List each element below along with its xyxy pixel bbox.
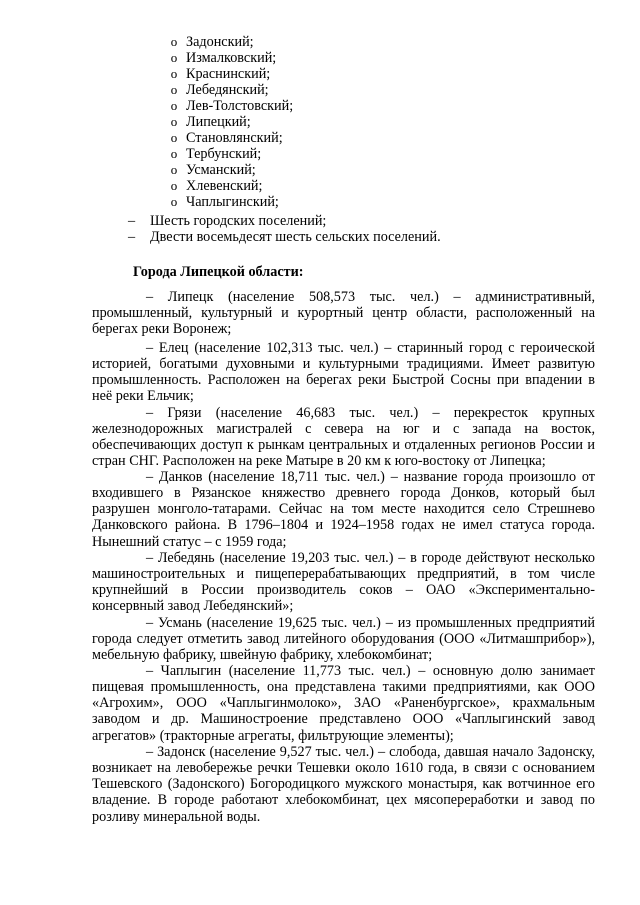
circle-bullet-icon: o [170, 50, 178, 65]
city-paragraph-dankov: – Данков (население 18,711 тыс. чел.) – название города произошло от входившего в Рязанское княжество древнего города Донко́в, который был разрушен монголо-татарами. Сейчас на том месте находится село Стрешнево Данковского района. В 1796–1804 и 1924–1958 годах не имел статуса города. Нынешний статус – с 1959 года; [92, 469, 595, 550]
circle-bullet-icon: o [170, 66, 178, 81]
district-name: Лебедянский; [186, 82, 269, 98]
circle-bullet-icon: o [170, 194, 178, 209]
circle-bullet-icon: o [170, 146, 178, 161]
district-name: Липецкий; [186, 114, 251, 130]
district-name: Измалковский; [186, 50, 277, 66]
district-name: Тербунский; [186, 146, 262, 162]
district-name: Краснинский; [186, 66, 271, 82]
city-paragraph-zadonsk: – Задонск (население 9,527 тыс. чел.) – слобода, давшая начало Задонску, возникает на левобережье речки Тешевки около 1610 года, в связи с основанием Тешевского (Задонского) Богородицкого мужского монастыря, как вотчинное его владение. В городе работают хлебокомбинат, цех мясопереработки и завод по розливу минеральной воды. [92, 744, 595, 825]
dash-bullet-icon: – [128, 213, 136, 229]
circle-bullet-icon: o [170, 82, 178, 97]
city-paragraph-lipetsk: – Липецк (население 508,573 тыс. чел.) – административный, промышленный, культурный и курортный центр области, расположенный на берегах реки Воронеж; [92, 289, 595, 338]
city-paragraph-usman: – Усмань (население 19,625 тыс. чел.) – из промышленных предприятий города следует отметить завод литейного оборудования (ООО «Литмашприбор»), мебельную фабрику, швейную фабрику, хлебокомбинат; [92, 615, 595, 664]
settlement-text: Шесть городских поселений; [150, 213, 327, 229]
city-paragraph-chaplygin: – Чаплыгин (население 11,773 тыс. чел.) – основную долю занимает пищевая промышленность, она представлена такими предприятиями, как ООО «Агрохим», ООО «Чаплыгинмолоко», ЗАО «Раненбургское», крахмальным заводом и др. Машиностроение представлено ООО «Чаплыгинский завод агрегатов» (тракторные агрегаты, фильтрующие элементы); [92, 663, 595, 744]
circle-bullet-icon: o [170, 178, 178, 193]
district-name: Лев-Толстовский; [186, 98, 294, 114]
cities-heading: Города Липецкой области: [133, 264, 304, 280]
circle-bullet-icon: o [170, 162, 178, 177]
district-name: Задонский; [186, 34, 254, 50]
circle-bullet-icon: o [170, 34, 178, 49]
district-name: Становлянский; [186, 130, 283, 146]
district-name: Чаплыгинский; [186, 194, 279, 210]
district-name: Хлевенский; [186, 178, 263, 194]
settlement-text: Двести восемьдесят шесть сельских поселений. [150, 229, 441, 245]
circle-bullet-icon: o [170, 114, 178, 129]
city-paragraph-lebedyan: – Лебедянь (население 19,203 тыс. чел.) – в городе действуют несколько машиностроительных и пищеперерабатывающих предприятий, в том числе крупнейший в России производитель соков – ОАО «Экспериментально-консервный завод Лебедянский»; [92, 550, 595, 615]
dash-bullet-icon: – [128, 229, 136, 245]
circle-bullet-icon: o [170, 130, 178, 145]
district-name: Усманский; [186, 162, 256, 178]
city-paragraph-gryazi: – Грязи (население 46,683 тыс. чел.) – перекресток крупных железнодорожных магистралей с севера на юг и с запада на восток, обеспечивающих доступ к рынкам центральных и отдаленных регионов России и стран СНГ. Расположен на реке Матыре в 20 км к юго-востоку от Липецка; [92, 405, 595, 470]
circle-bullet-icon: o [170, 98, 178, 113]
city-paragraph-elets: – Елец (население 102,313 тыс. чел.) – старинный город с героической историей, богатыми духовными и культурными традициями. Имеет развитую промышленность. Расположен на берегах реки Быстрой Сосны при впадении в неё реки Ельчик; [92, 340, 595, 405]
